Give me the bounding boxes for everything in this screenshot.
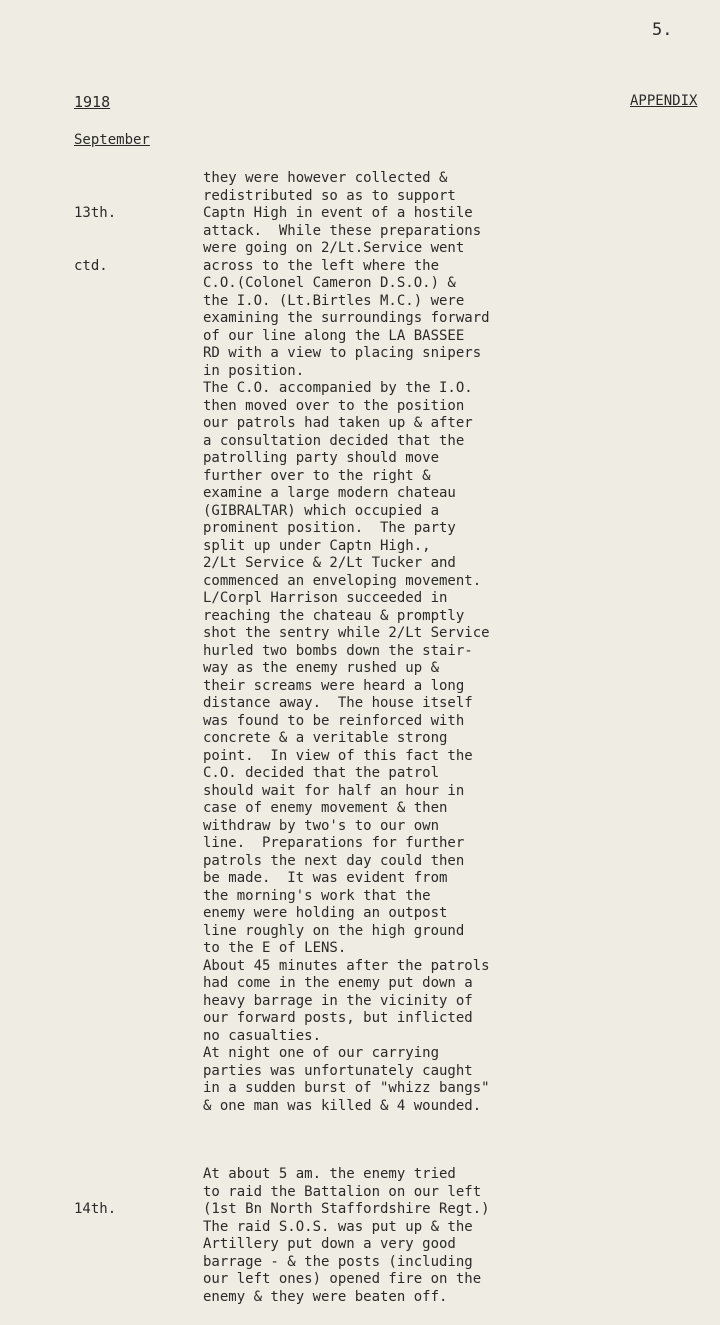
page-number: 5. [652, 20, 673, 40]
text-line: in position. [203, 362, 305, 379]
text-line: Artillery put down a very good [203, 1236, 456, 1252]
text-line: had come in the enemy put down a [203, 975, 473, 991]
text-line: commenced an enveloping movement. [203, 572, 482, 589]
text-line: were going on 2/Lt.Service went [203, 240, 465, 256]
entry-text-13th [203, 170, 718, 1115]
text-line: (GIBRALTAR) which occupied a [203, 502, 440, 519]
text-line: their screams were heard a long [203, 677, 465, 694]
entry-date-14th [74, 1166, 116, 1254]
text-line: point. In view of this fact the [203, 747, 473, 764]
text-line: a consultation decided that the [203, 432, 465, 449]
text-line: The raid S.O.S. was put up & the [203, 1218, 473, 1235]
text-line: further over to the right & [203, 467, 431, 484]
text-line: At about 5 am. the enemy tried [203, 1166, 456, 1182]
text-line: barrage - & the posts (including [203, 1253, 473, 1270]
text-line: patrolling party should move [203, 450, 440, 466]
date-line: 13th. [74, 205, 117, 221]
text-line: way as the enemy rushed up & [203, 660, 440, 676]
text-line: no casualties. [203, 1027, 322, 1044]
text-line: be made. It was evident from [203, 870, 448, 886]
text-line: RD with a view to placing snipers [203, 345, 482, 361]
text-line: the morning's work that the [203, 887, 431, 904]
text-line: examining the surroundings forward [203, 310, 490, 326]
text-line: 2/Lt Service & 2/Lt Tucker and [203, 555, 456, 571]
text-line: C.O. decided that the patrol [203, 765, 440, 781]
text-line: split up under Captn High., [203, 537, 431, 554]
entry-date-13th [74, 170, 116, 310]
text-line: The C.O. accompanied by the I.O. [203, 380, 473, 396]
text-line: to the E of LENS. [203, 940, 347, 956]
text-line: the I.O. (Lt.Birtles M.C.) were [203, 292, 465, 309]
text-line: to raid the Battalion on our left [203, 1183, 482, 1200]
text-line: patrols the next day could then [203, 852, 465, 869]
text-line: About 45 minutes after the patrols [203, 957, 490, 974]
text-line: redistributed so as to support [203, 187, 456, 204]
month-heading: September [74, 132, 150, 148]
text-line: hurled two bombs down the stair- [203, 642, 473, 659]
text-line: withdraw by two's to our own [203, 817, 440, 834]
text-line: C.O.(Colonel Cameron D.S.O.) & [203, 275, 456, 291]
text-line: was found to be reinforced with [203, 712, 465, 729]
text-line: enemy were holding an outpost [203, 905, 448, 921]
text-line: reaching the chateau & promptly [203, 607, 465, 624]
text-line: our left ones) opened fire on the [203, 1271, 482, 1287]
text-line: line roughly on the high ground [203, 922, 465, 939]
date-line: ctd. [74, 257, 108, 274]
text-line: across to the left where the [203, 257, 440, 274]
text-line: then moved over to the position [203, 397, 465, 414]
text-line: case of enemy movement & then [203, 800, 448, 816]
date-line: 14th. [74, 1201, 117, 1217]
year-heading: 1918 [74, 93, 111, 111]
text-line: heavy barrage in the vicinity of [203, 992, 473, 1009]
text-line: prominent position. The party [203, 520, 456, 536]
text-line: they were however collected & [203, 170, 448, 186]
text-line: & one man was killed & 4 wounded. [203, 1097, 482, 1114]
text-line: our patrols had taken up & after [203, 415, 473, 431]
text-line: attack. While these preparations [203, 222, 482, 239]
text-line: distance away. The house itself [203, 695, 473, 711]
text-line: line. Preparations for further [203, 835, 465, 851]
text-line: Captn High in event of a hostile [203, 205, 473, 221]
text-line: At night one of our carrying [203, 1045, 440, 1061]
text-line: in a sudden burst of "whizz bangs" [203, 1080, 490, 1096]
text-line: L/Corpl Harrison succeeded in [203, 590, 448, 606]
appendix-heading: APPENDIX [630, 93, 698, 109]
text-line: should wait for half an hour in [203, 782, 465, 799]
text-line: parties was unfortunately caught [203, 1062, 473, 1079]
text-line: our forward posts, but inflicted [203, 1010, 473, 1026]
text-line: examine a large modern chateau [203, 485, 456, 501]
text-line: of our line along the LA BASSEE [203, 327, 465, 344]
entry-text-14th [203, 1166, 718, 1306]
text-line: concrete & a veritable strong [203, 730, 448, 746]
text-line: enemy & they were beaten off. [203, 1288, 448, 1305]
text-line: (1st Bn North Staffordshire Regt.) [203, 1201, 490, 1217]
text-line: shot the sentry while 2/Lt Service [203, 625, 490, 641]
